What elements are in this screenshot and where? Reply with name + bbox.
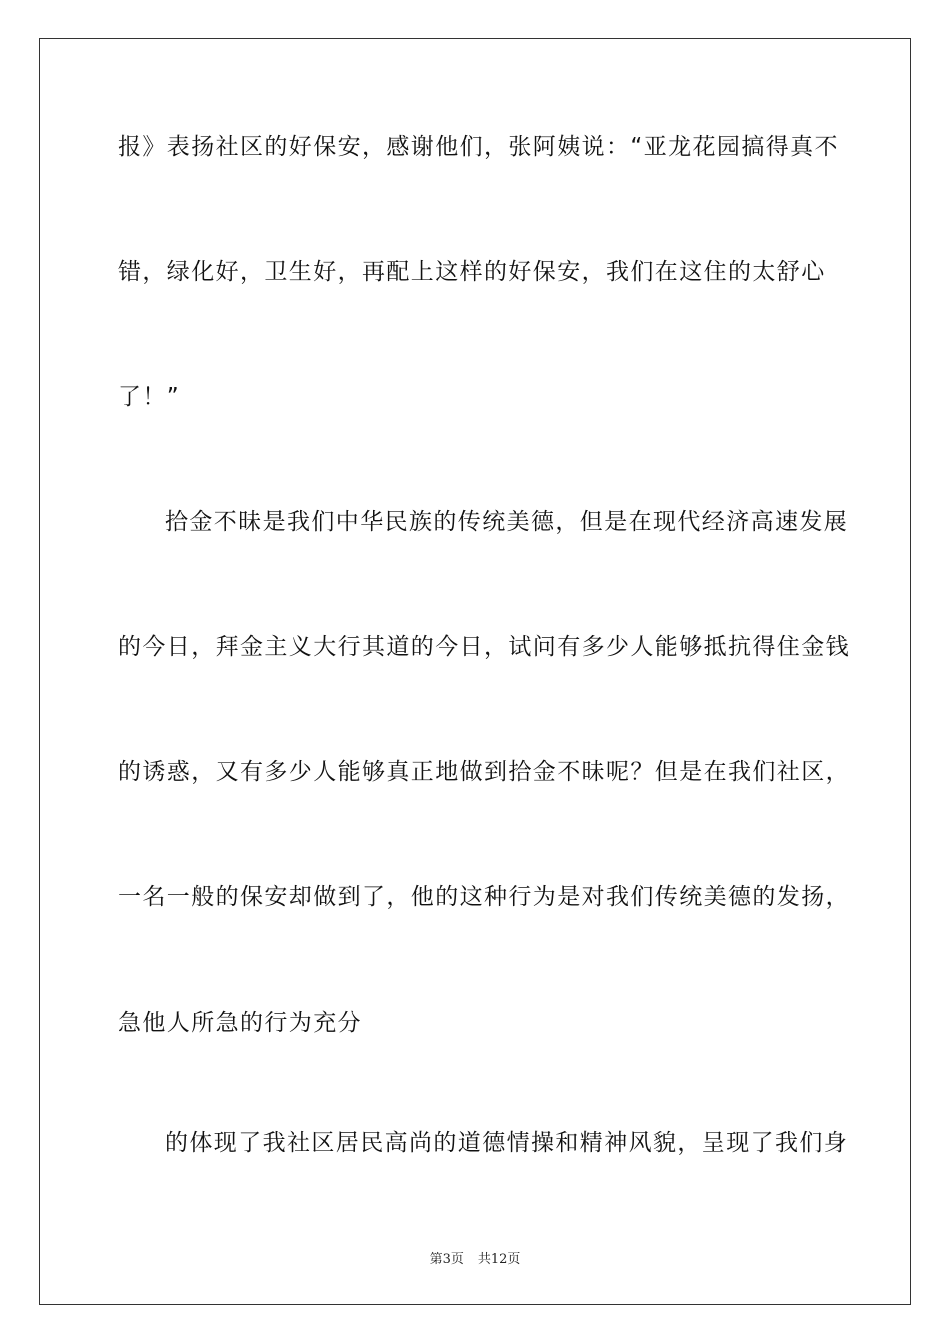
page-total: 共12页 (477, 1252, 521, 1267)
text-line-4: 拾金不昧是我们中华民族的传统美德，但是在现代经济高速发展 (165, 509, 849, 535)
text-line-7: 一名一般的保安却做到了，他的这种行为是对我们传统美德的发扬， (118, 884, 850, 910)
text-line-6: 的诱惑，又有多少人能够真正地做到拾金不昧呢？但是在我们社区， (118, 759, 850, 785)
page-border (39, 38, 911, 1305)
text-line-9: 的体现了我社区居民高尚的道德情操和精神风貌，呈现了我们身 (165, 1130, 849, 1156)
text-line-2: 错，绿化好，卫生好，再配上这样的好保安，我们在这住的太舒心 (118, 259, 826, 285)
text-line-8: 急他人所急的行为充分 (118, 1010, 362, 1036)
text-line-1: 报》表扬社区的好保安，感谢他们，张阿姨说：“亚龙花园搞得真不 (118, 134, 839, 160)
text-line-3: 了！” (118, 384, 181, 410)
text-line-5: 的今日，拜金主义大行其道的今日，试问有多少人能够抵抗得住金钱 (118, 634, 850, 660)
page-number: 第3页 (429, 1252, 464, 1267)
page-footer (0, 1248, 950, 1267)
